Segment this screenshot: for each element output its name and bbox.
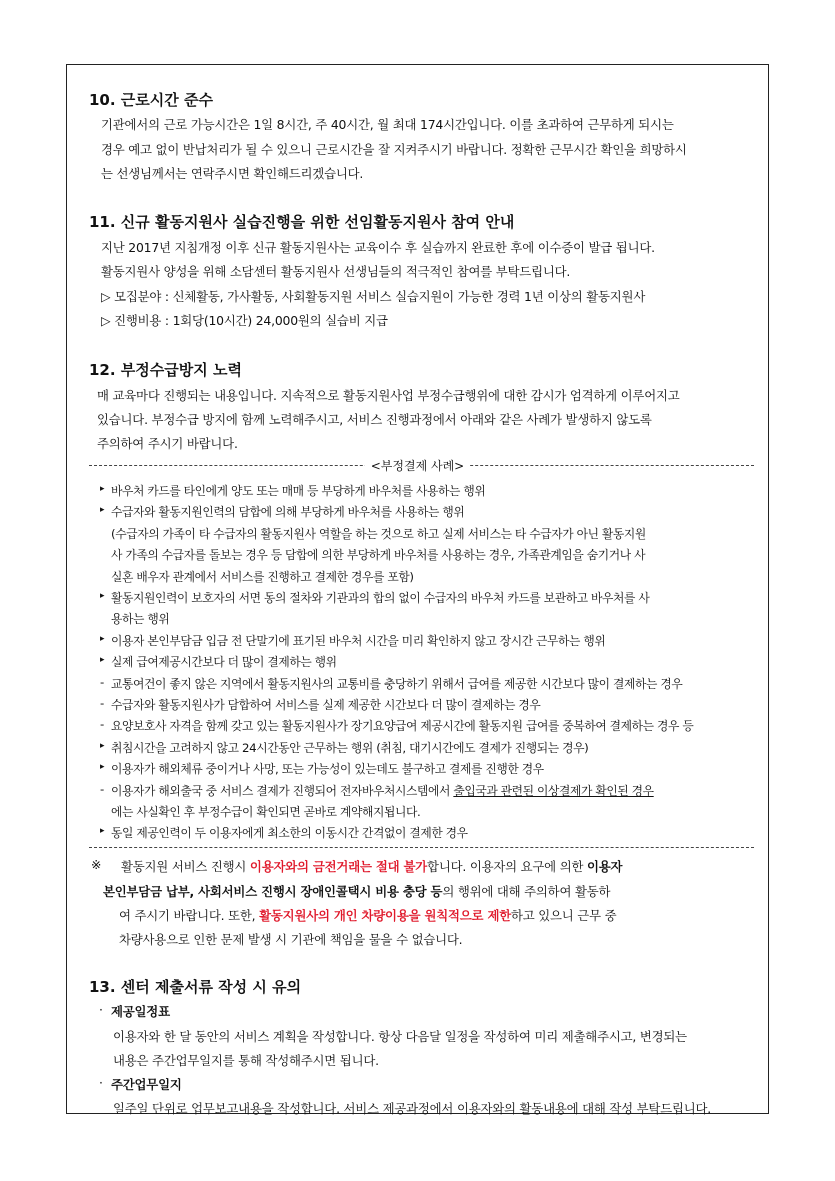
divider-bottom — [89, 847, 754, 848]
note-bold: 본인부담금 납부, 사회서비스 진행시 장애인콜택시 비용 충당 등 — [103, 884, 443, 899]
fraud-case-line — [100, 674, 683, 692]
triangle-bullet-icon: ▸ — [100, 655, 105, 666]
fraud-case-line — [100, 717, 694, 734]
note-text: 하고 있으니 근무 중 — [510, 908, 617, 923]
note-line-4: 차량사용으로 인한 문제 발생 시 기관에 책임을 물을 수 없습니다. — [119, 932, 463, 947]
triangle-bullet-icon: ▸ — [100, 826, 105, 837]
fraud-case-text: 동일 제공인력이 두 이용자에게 최소한의 이동시간 간격없이 결제한 경우 — [111, 826, 468, 841]
fraud-case-text: 취침시간을 고려하지 않고 24시간동안 근무하는 행위 (취침, 대기시간에도 결제가 진행되는 경우) — [111, 740, 589, 755]
note-text: 합니다. 이용자의 요구에 의한 — [427, 859, 587, 874]
section-12-heading: 12. 부정수급방지 노력 — [89, 361, 242, 379]
fraud-case-line — [100, 482, 486, 499]
note-line-3 — [119, 906, 616, 924]
fraud-case-text: 요양보호사 자격을 함께 갖고 있는 활동지원사가 장기요양급여 제공시간에 활동지원 급여를 중복하여 결제하는 경우 등 — [111, 719, 694, 734]
fraud-case-text: 수급자와 활동지원인력의 담합에 의해 부당하게 바우처를 사용하는 행위 — [111, 505, 465, 520]
fraud-case-text: 이용자가 해외출국 중 서비스 결제가 진행되어 전자바우처시스템에서 — [111, 783, 454, 798]
section-11-line: 활동지원사 양성을 위해 소담센터 활동지원사 선생님들의 적극적인 참여를 부탁드립니다. — [101, 264, 571, 279]
fraud-case-line — [100, 632, 606, 649]
bullet-dot: · — [99, 1002, 103, 1017]
item-line: 이용자와 한 달 동안의 서비스 계획을 작성합니다. 항상 다음달 일정을 작성하여 미리 제출해주시고, 변경되는 — [113, 1029, 687, 1044]
fraud-case-line — [100, 503, 465, 520]
item-title-schedule: 제공일정표 — [111, 1004, 170, 1019]
item-line: 일주일 단위로 업무보고내용을 작성합니다. 서비스 제공과정에서 이용자와의 활동내용에 대해 작성 부탁드립니다. — [113, 1101, 712, 1116]
dash-mark: - — [100, 717, 104, 732]
note-highlight-red: 이용자와의 금전거래는 절대 불가 — [249, 859, 428, 874]
fraud-case-text: 에는 사실확인 후 부정수급이 확인되면 곧바로 계약해지됩니다. — [111, 805, 421, 819]
fraud-case-line — [111, 803, 420, 820]
fraud-case-line — [111, 525, 646, 542]
section-11-recruit-field: ▷ 모집분야 : 신체활동, 가사활동, 사회활동지원 서비스 실습지원이 가능한 경력 1년 이상의 활동지원사 — [101, 289, 646, 304]
fraud-case-line — [100, 589, 650, 606]
section-11-line: 지난 2017년 지침개정 이후 신규 활동지원사는 교육이수 후 실습까지 완료한 후에 이수증이 발급 됩니다. — [101, 240, 655, 255]
fraud-case-text: 바우처 카드를 타인에게 양도 또는 매매 등 부당하게 바우처를 사용하는 행위 — [111, 484, 486, 498]
note-text: 활동지원 서비스 진행시 — [121, 859, 250, 874]
triangle-bullet-icon: ▸ — [100, 505, 105, 516]
note-line-1 — [121, 857, 622, 875]
fraud-case-line — [100, 653, 337, 670]
dash-mark: - — [100, 696, 104, 710]
cases-divider-title: <부정결제 사례> — [365, 459, 470, 473]
bullet-dot: · — [99, 1075, 103, 1090]
dash-mark: - — [100, 674, 104, 689]
fraud-case-text: 활동지원인력이 보호자의 서면 동의 절차와 기관과의 합의 없이 수급자의 바우처 카드를 보관하고 바우처를 사 — [111, 591, 650, 605]
fraud-case-text: 이용자 본인부담금 입금 전 단말기에 표기된 바우처 시간을 미리 확인하지 않고 장시간 근무하는 행위 — [111, 633, 606, 648]
note-text: 여 주시기 바랍니다. 또한, — [119, 908, 260, 923]
note-bold: 이용자 — [586, 859, 623, 874]
section-12-line: 주의하여 주시기 바랍니다. — [97, 436, 238, 451]
fraud-case-underlined: 출입국과 관련된 이상결제가 확인된 경우 — [453, 783, 654, 798]
triangle-bullet-icon: ▸ — [100, 762, 105, 773]
section-12-line: 있습니다. 부정수급 방지에 함께 노력해주시고, 서비스 진행과정에서 아래와 같은 사례가 발생하지 않도록 — [97, 412, 652, 427]
fraud-case-line — [100, 696, 541, 713]
fraud-case-line — [111, 546, 645, 563]
fraud-case-text: 이용자가 해외체류 중이거나 사망, 또는 가능성이 있는데도 불구하고 결제를 진행한 경우 — [111, 762, 544, 777]
fraud-case-line — [100, 824, 468, 841]
section-13-heading: 13. 센터 제출서류 작성 시 유의 — [89, 978, 302, 996]
fraud-case-line — [111, 610, 169, 627]
triangle-bullet-icon: ▸ — [100, 633, 105, 644]
fraud-case-text: 실혼 배우자 관계에서 서비스를 진행하고 결제한 경우를 포함) — [111, 569, 414, 584]
fraud-case-text: 사 가족의 수급자를 돌보는 경우 등 담합에 의한 부당하게 바우처를 사용하는 경우, 가족관계임을 숨기거나 사 — [111, 548, 646, 563]
fraud-case-line — [100, 760, 544, 777]
document-frame — [66, 64, 769, 1114]
fraud-case-line — [111, 568, 414, 585]
section-11-heading: 11. 신규 활동지원사 실습진행을 위한 선임활동지원사 참여 안내 — [89, 213, 515, 231]
fraud-case-text: (수급자의 가족이 타 수급자의 활동지원사 역할을 하는 것으로 하고 실제 서비스는 타 수급자가 아닌 활동지원 — [111, 526, 646, 541]
fraud-case-line — [100, 781, 654, 799]
item-title-weekly-log: 주간업무일지 — [111, 1077, 182, 1092]
fraud-case-text: 교통여건이 좋지 않은 지역에서 활동지원사의 교통비를 충당하기 위해서 급여를 제공한 시간보다 많이 결제하는 경우 — [111, 676, 683, 691]
section-10-line: 경우 예고 없이 반납처리가 될 수 있으니 근로시간을 잘 지켜주시기 바랍니다. 정확한 근무시간 확인을 희망하시 — [101, 142, 687, 157]
triangle-bullet-icon: ▸ — [100, 591, 105, 601]
fraud-case-text: 실제 급여제공시간보다 더 많이 결제하는 행위 — [111, 655, 337, 670]
note-mark: ※ — [91, 857, 102, 872]
note-line-2 — [103, 882, 610, 900]
dash-mark: - — [100, 781, 104, 796]
triangle-bullet-icon: ▸ — [100, 484, 105, 494]
section-10-line: 기관에서의 근로 가능시간은 1일 8시간, 주 40시간, 월 최대 174시간입니다. 이를 초과하여 근무하게 되시는 — [101, 117, 674, 132]
note-highlight-red: 활동지원사의 개인 차량이용을 원칙적으로 제한 — [259, 908, 511, 923]
fraud-case-line — [100, 739, 589, 756]
section-11-cost: ▷ 진행비용 : 1회당(10시간) 24,000원의 실습비 지급 — [101, 313, 388, 328]
triangle-bullet-icon: ▸ — [100, 740, 105, 751]
fraud-case-text: 용하는 행위 — [111, 612, 170, 627]
section-12-line: 매 교육마다 진행되는 내용입니다. 지속적으로 활동지원사업 부정수급행위에 대한 감시가 엄격하게 이루어지고 — [97, 388, 680, 403]
item-line: 내용은 주간업무일지를 통해 작성해주시면 됩니다. — [113, 1053, 379, 1068]
note-text: 의 행위에 대해 주의하여 활동하 — [442, 884, 611, 899]
section-10-line: 는 선생님께서는 연락주시면 확인해드리겠습니다. — [101, 166, 364, 181]
fraud-case-text: 수급자와 활동지원사가 담합하여 서비스를 실제 제공한 시간보다 더 많이 결제하는 경우 — [111, 698, 541, 712]
section-10-heading: 10. 근로시간 준수 — [89, 91, 213, 109]
